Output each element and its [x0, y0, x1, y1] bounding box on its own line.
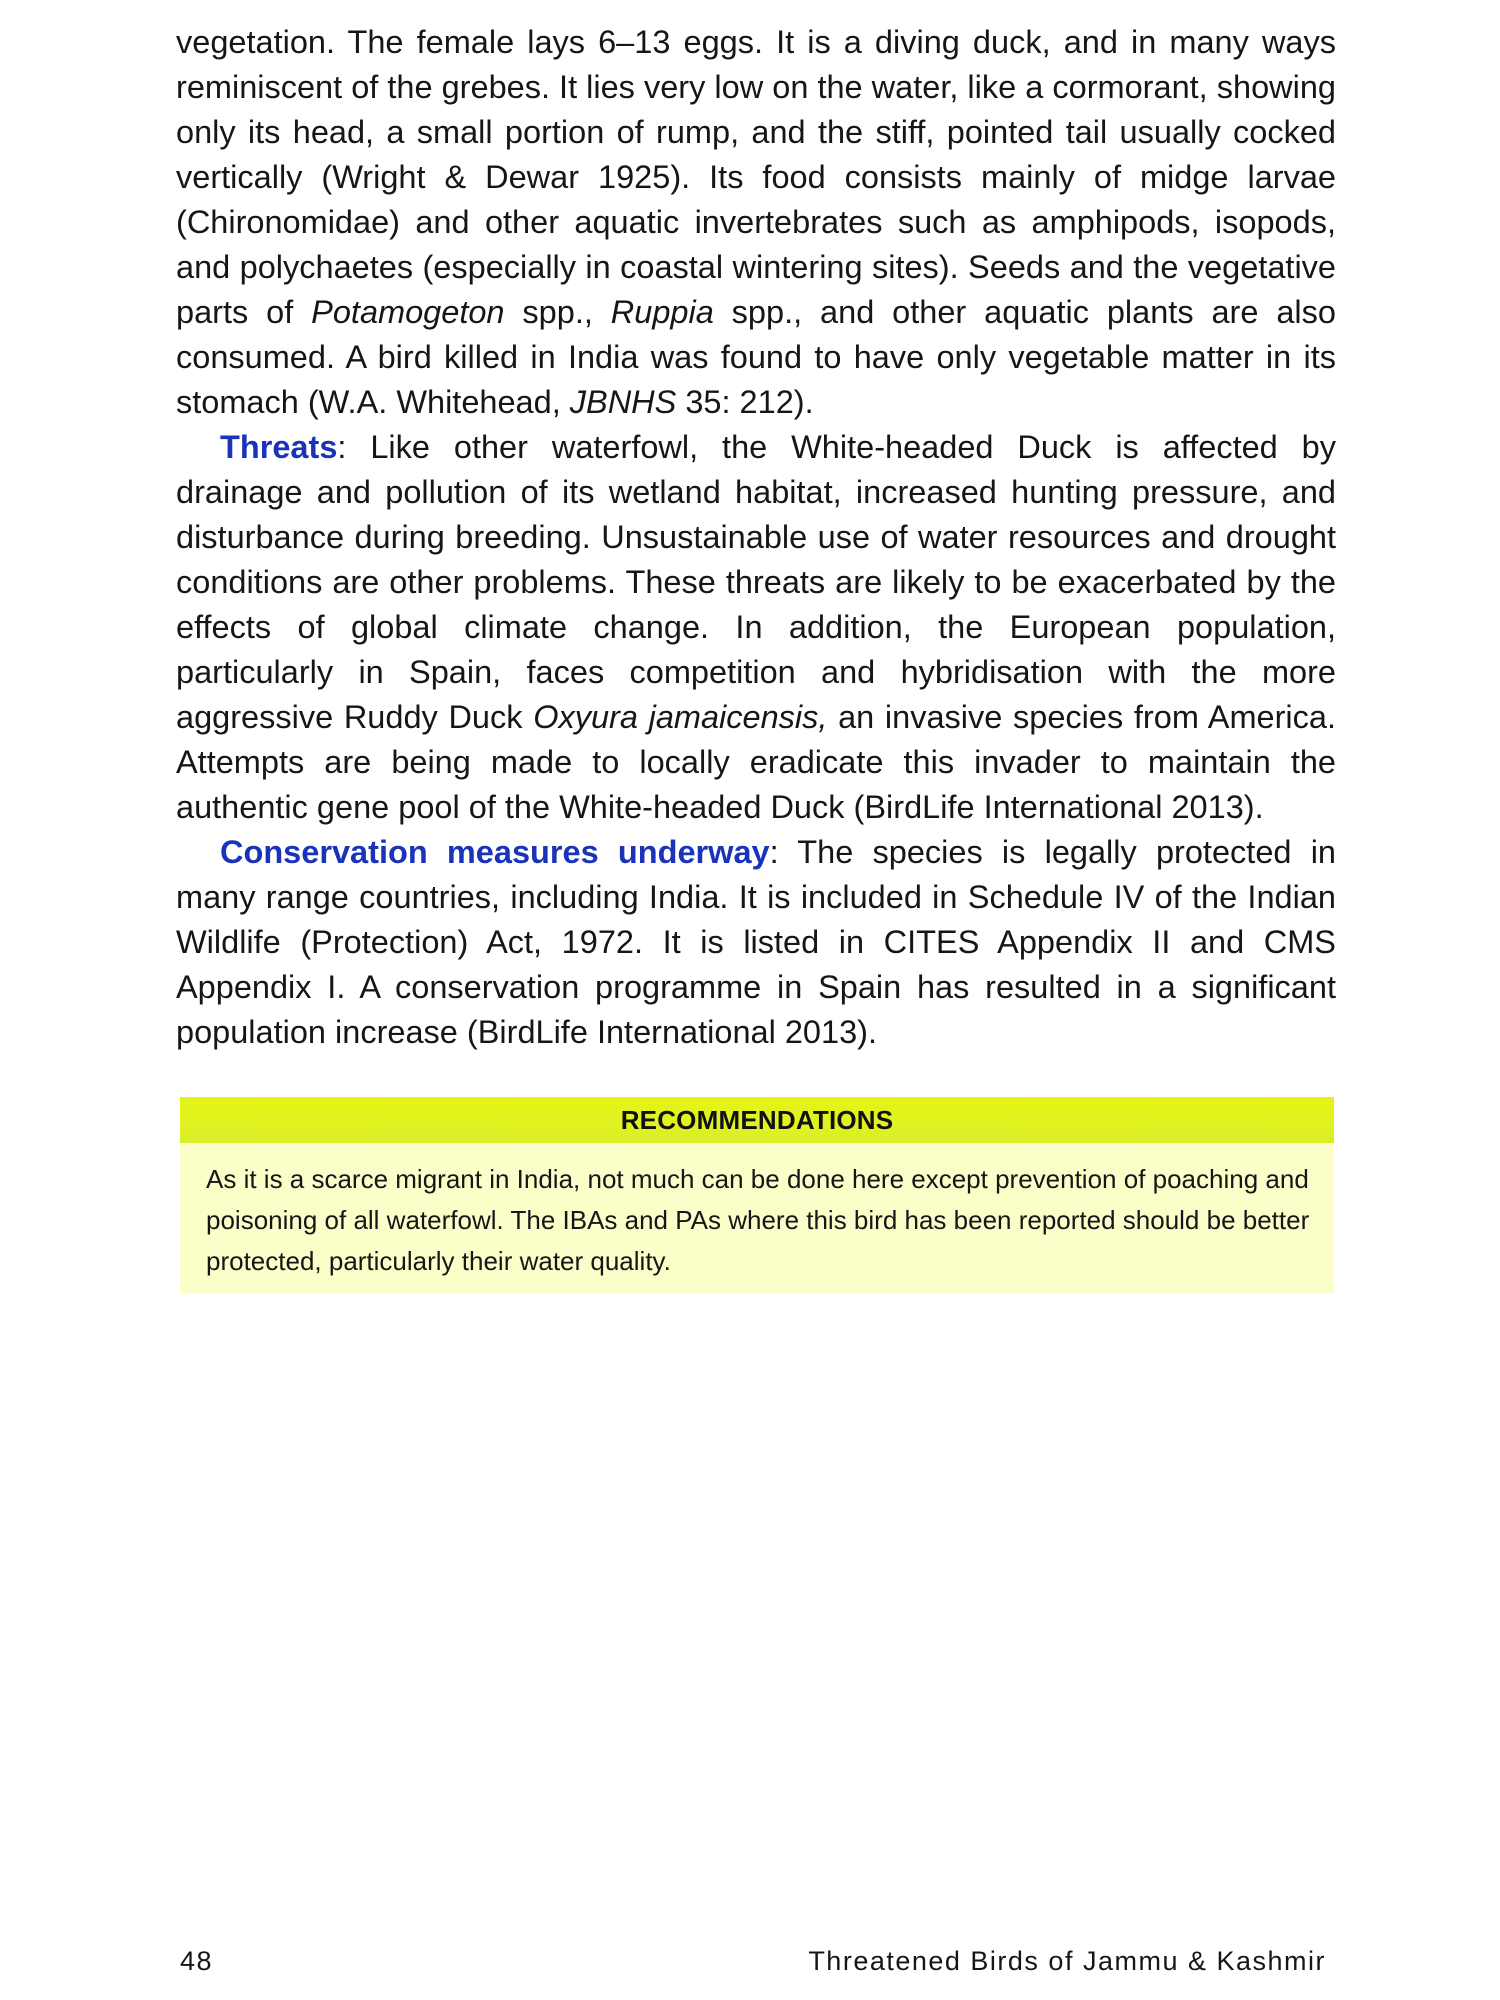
recommendations-title: RECOMMENDATIONS [180, 1097, 1334, 1143]
paragraph-conservation [176, 830, 1336, 1055]
main-text [176, 20, 1336, 1055]
page-number: 48 [180, 1946, 214, 1976]
paragraph-text: 35: 212). [676, 384, 814, 420]
italic-species-oxyura: Oxyura jamaicensis, [533, 699, 828, 735]
paragraph-text: : The species is legally protected in many range countries, including India. It is included in Schedule IV of the Indian Wildlife (Protection) Act, 1972. It is listed in CITES Appendix II and CMS Appendix I. A conservation programme in Spain has resulted in a significant population increase (BirdLife International 2013). [176, 834, 1336, 1050]
paragraph-threats [176, 425, 1336, 830]
paragraph-text: spp., [504, 294, 611, 330]
paragraph-diet [176, 20, 1336, 425]
conservation-heading: Conservation measures underway [220, 834, 770, 870]
threats-heading: Threats [220, 429, 338, 465]
italic-genus-ruppia: Ruppia [610, 294, 714, 330]
italic-genus-potamogeton: Potamogeton [311, 294, 505, 330]
italic-journal-jbnhs: JBNHS [569, 384, 677, 420]
running-footer-title: Threatened Birds of Jammu & Kashmir [808, 1946, 1326, 1976]
paragraph-text: vegetation. The female lays 6–13 eggs. It is a diving duck, and in many ways reminiscent of the grebes. It lies very low on the water, like a cormorant, showing only its head, a small portion of rump, and the stiff, pointed tail usually cocked vertically (Wright & Dewar 1925). Its food consists mainly of midge larvae (Chironomidae) and other aquatic invertebrates such as amphipods, isopods, and polychaetes (especially in coastal wintering sites). Seeds and the vegetative parts of [176, 24, 1336, 330]
paragraph-text: spp., and other aquatic plants are also consumed. A bird killed in India was found to have only vegetable matter in its stomach (W.A. Whitehead, [176, 294, 1336, 420]
paragraph-text: an invasive species from America. Attempts are being made to locally eradicate this invader to maintain the authentic gene pool of the White-headed Duck (BirdLife International 2013). [176, 699, 1336, 825]
recommendations-box [180, 1097, 1334, 1293]
recommendations-text: As it is a scarce migrant in India, not much can be done here except prevention of poaching and poisoning of all waterfowl. The IBAs and PAs where this bird has been reported should be better protected, particularly their water quality. [206, 1164, 1310, 1276]
paragraph-text: : Like other waterfowl, the White-headed Duck is affected by drainage and pollution of its wetland habitat, increased hunting pressure, and disturbance during breeding. Unsustainable use of water resources and drought conditions are other problems. These threats are likely to be exacerbated by the effects of global climate change. In addition, the European population, particularly in Spain, faces competition and hybridisation with the more aggressive Ruddy Duck [176, 429, 1336, 735]
